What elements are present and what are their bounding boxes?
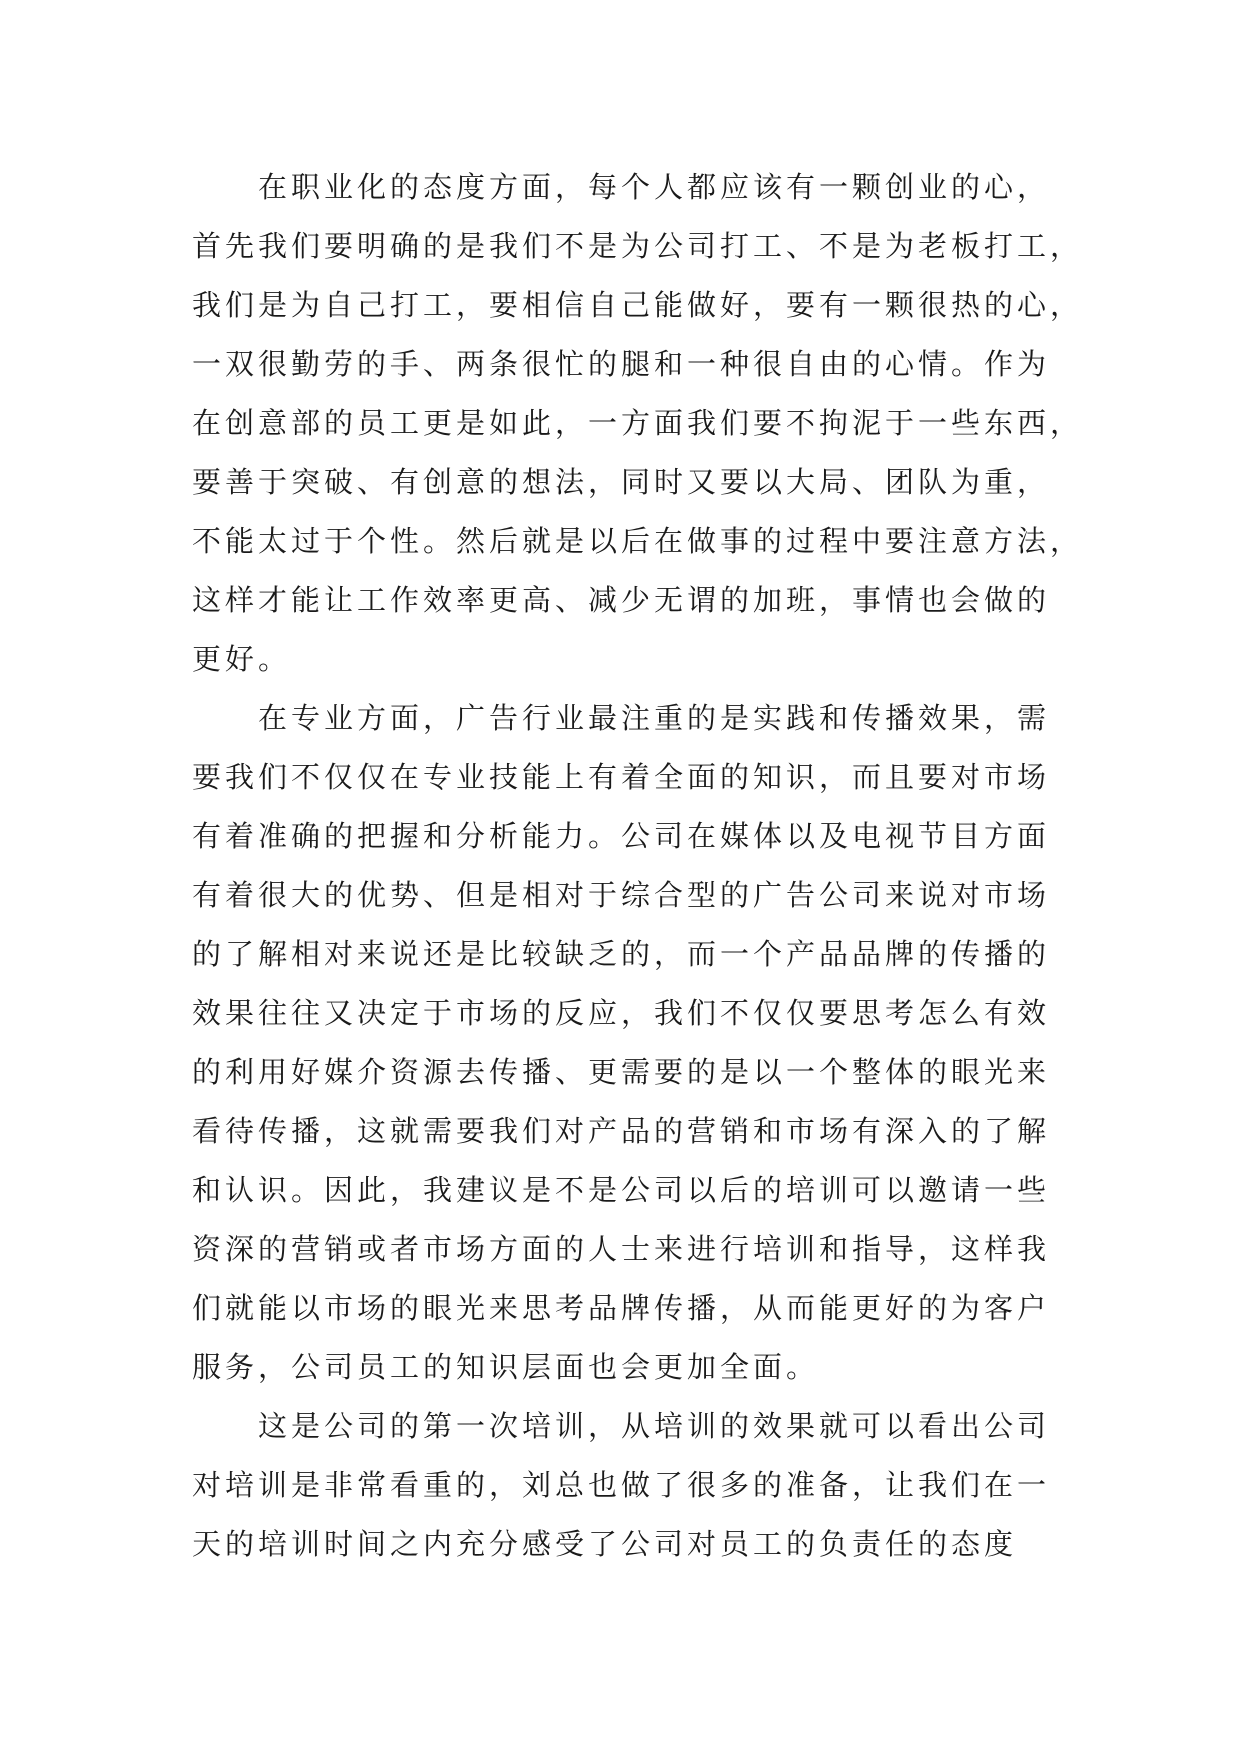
text-line: 在职业化的态度方面，每个人都应该有一颗创业的心， bbox=[258, 170, 1051, 204]
text-line: 更好。 bbox=[192, 642, 292, 676]
text-line: 首先我们要明确的是我们不是为公司打工、不是为老板打工， bbox=[192, 229, 1084, 263]
text-line: 看待传播，这就需要我们对产品的营销和市场有深入的了解 bbox=[192, 1114, 1051, 1148]
text-line: 我们是为自己打工，要相信自己能做好，要有一颗很热的心， bbox=[192, 288, 1084, 322]
text-line: 有着准确的把握和分析能力。公司在媒体以及电视节目方面 bbox=[192, 819, 1051, 853]
text-line: 资深的营销或者市场方面的人士来进行培训和指导，这样我 bbox=[192, 1232, 1051, 1266]
text-line: 天的培训时间之内充分感受了公司对员工的负责任的态度 bbox=[192, 1527, 1018, 1561]
text-line: 这是公司的第一次培训，从培训的效果就可以看出公司 bbox=[258, 1409, 1051, 1443]
text-line: 不能太过于个性。然后就是以后在做事的过程中要注意方法， bbox=[192, 524, 1084, 558]
text-line: 要我们不仅仅在专业技能上有着全面的知识，而且要对市场 bbox=[192, 760, 1051, 794]
paragraph-professional-skills bbox=[192, 689, 1092, 1397]
text-line: 的利用好媒介资源去传播、更需要的是以一个整体的眼光来 bbox=[192, 1055, 1051, 1089]
text-line: 一双很勤劳的手、两条很忙的腿和一种很自由的心情。作为 bbox=[192, 347, 1051, 381]
paragraph-first-training bbox=[192, 1397, 1092, 1574]
text-line: 的了解相对来说还是比较缺乏的，而一个产品品牌的传播的 bbox=[192, 937, 1051, 971]
text-line: 有着很大的优势、但是相对于综合型的广告公司来说对市场 bbox=[192, 878, 1051, 912]
text-line: 服务，公司员工的知识层面也会更加全面。 bbox=[192, 1350, 820, 1384]
text-line: 效果往往又决定于市场的反应，我们不仅仅要思考怎么有效 bbox=[192, 996, 1051, 1030]
text-line: 要善于突破、有创意的想法，同时又要以大局、团队为重， bbox=[192, 465, 1051, 499]
document-body bbox=[192, 158, 1092, 1574]
text-line: 对培训是非常看重的，刘总也做了很多的准备，让我们在一 bbox=[192, 1468, 1051, 1502]
text-line: 这样才能让工作效率更高、减少无谓的加班，事情也会做的 bbox=[192, 583, 1051, 617]
paragraph-professional-attitude bbox=[192, 158, 1092, 689]
text-line: 在专业方面，广告行业最注重的是实践和传播效果，需 bbox=[258, 701, 1051, 735]
text-line: 们就能以市场的眼光来思考品牌传播，从而能更好的为客户 bbox=[192, 1291, 1051, 1325]
text-line: 和认识。因此，我建议是不是公司以后的培训可以邀请一些 bbox=[192, 1173, 1051, 1207]
text-line: 在创意部的员工更是如此，一方面我们要不拘泥于一些东西， bbox=[192, 406, 1084, 440]
